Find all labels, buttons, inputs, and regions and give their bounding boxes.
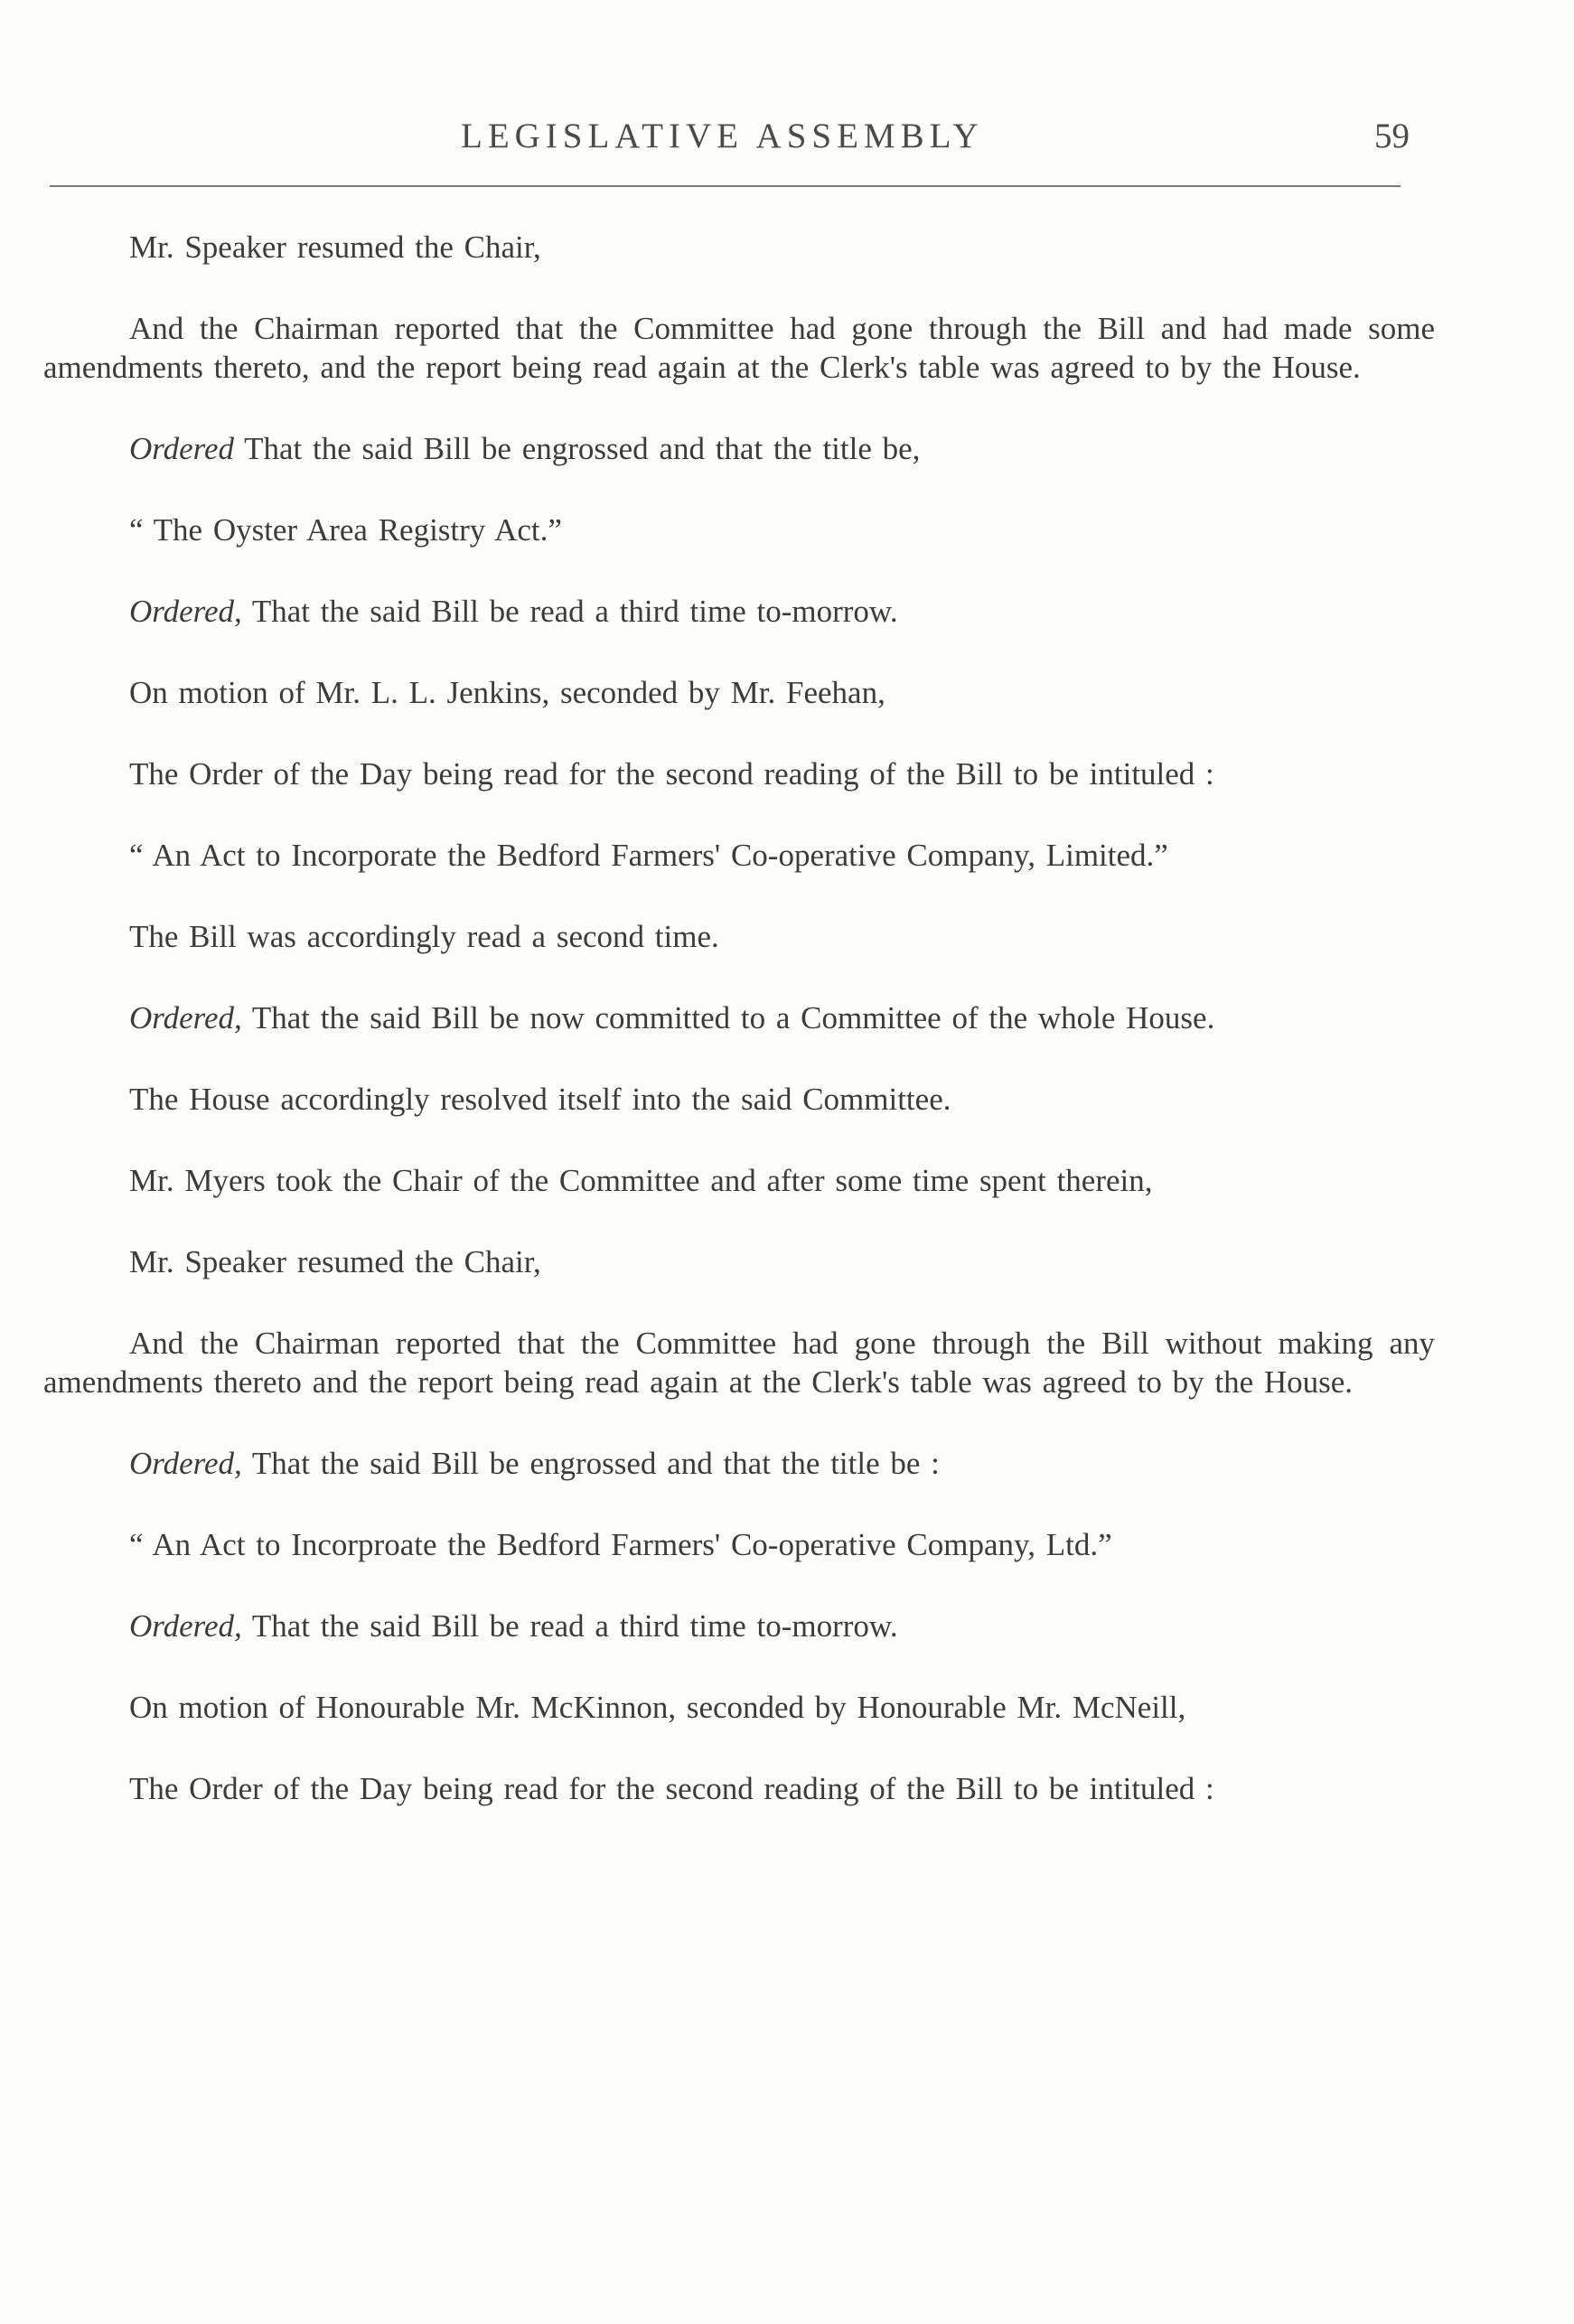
paragraph-text: On motion of Honourable Mr. McKinnon, seconded by Honourable Mr. McNeill, <box>129 1690 1186 1725</box>
paragraph <box>43 1525 1435 1564</box>
paragraph-text: “ The Oyster Area Registry Act.” <box>129 512 562 548</box>
paragraph <box>43 754 1435 793</box>
paragraph-text: That the said Bill be engrossed and that the title be, <box>234 431 921 466</box>
paragraph <box>43 673 1435 712</box>
page-header-title: LEGISLATIVE ASSEMBLY <box>461 117 984 155</box>
paragraph <box>43 1161 1435 1200</box>
paragraph-text: And the Chairman reported that the Committee had gone through the Bill without making any amendments thereto and the report being read again at the Clerk's table was agreed to by the House. <box>43 1326 1435 1400</box>
paragraph <box>43 1444 1435 1483</box>
paragraph <box>43 1324 1435 1401</box>
paragraph <box>43 429 1435 468</box>
document-body <box>43 228 1435 1851</box>
paragraph-text: That the said Bill be read a third time to-morrow. <box>241 594 898 629</box>
paragraph <box>43 1607 1435 1645</box>
paragraph-lead: Ordered, <box>129 1608 242 1644</box>
paragraph-text: The Order of the Day being read for the second reading of the Bill to be intituled : <box>129 1771 1214 1806</box>
paragraph <box>43 1688 1435 1727</box>
paragraph <box>43 592 1435 631</box>
running-head <box>0 116 1574 161</box>
paragraph <box>43 511 1435 549</box>
paragraph <box>43 228 1435 267</box>
paragraph-text: Mr. Speaker resumed the Chair, <box>129 1244 541 1279</box>
paragraph-lead: Ordered, <box>129 594 242 629</box>
page-number: 59 <box>1374 117 1410 155</box>
paragraph-text: The Order of the Day being read for the second reading of the Bill to be intituled : <box>129 756 1214 792</box>
paragraph <box>43 1242 1435 1281</box>
paragraph-text: That the said Bill be read a third time to-morrow. <box>241 1608 898 1644</box>
paragraph <box>43 917 1435 956</box>
paragraph-text: That the said Bill be engrossed and that the title be : <box>241 1446 940 1481</box>
paragraph-text: The Bill was accordingly read a second time. <box>129 919 719 954</box>
paragraph-text: “ An Act to Incorporate the Bedford Farmers' Co-operative Company, Limited.” <box>129 838 1168 873</box>
paragraph-text: On motion of Mr. L. L. Jenkins, seconded by Mr. Feehan, <box>129 675 885 710</box>
paragraph-text: That the said Bill be now committed to a Committee of the whole House. <box>241 1000 1215 1035</box>
paragraph <box>43 309 1435 387</box>
paragraph <box>43 1080 1435 1119</box>
header-rule <box>50 185 1401 187</box>
paragraph <box>43 998 1435 1037</box>
paragraph-lead: Ordered, <box>129 1000 242 1035</box>
paragraph-lead: Ordered, <box>129 1446 242 1481</box>
paragraph-text: Mr. Myers took the Chair of the Committee and after some time spent therein, <box>129 1163 1153 1198</box>
paragraph <box>43 836 1435 875</box>
paragraph <box>43 1769 1435 1808</box>
paragraph-text: “ An Act to Incorproate the Bedford Farmers' Co-operative Company, Ltd.” <box>129 1527 1112 1562</box>
paragraph-text: The House accordingly resolved itself into the said Committee. <box>129 1082 951 1117</box>
paragraph-lead: Ordered <box>129 431 234 466</box>
paragraph-text: And the Chairman reported that the Committee had gone through the Bill and had made some amendments thereto, and the report being read again at the Clerk's table was agreed to by the House. <box>43 311 1435 385</box>
paragraph-text: Mr. Speaker resumed the Chair, <box>129 230 541 265</box>
